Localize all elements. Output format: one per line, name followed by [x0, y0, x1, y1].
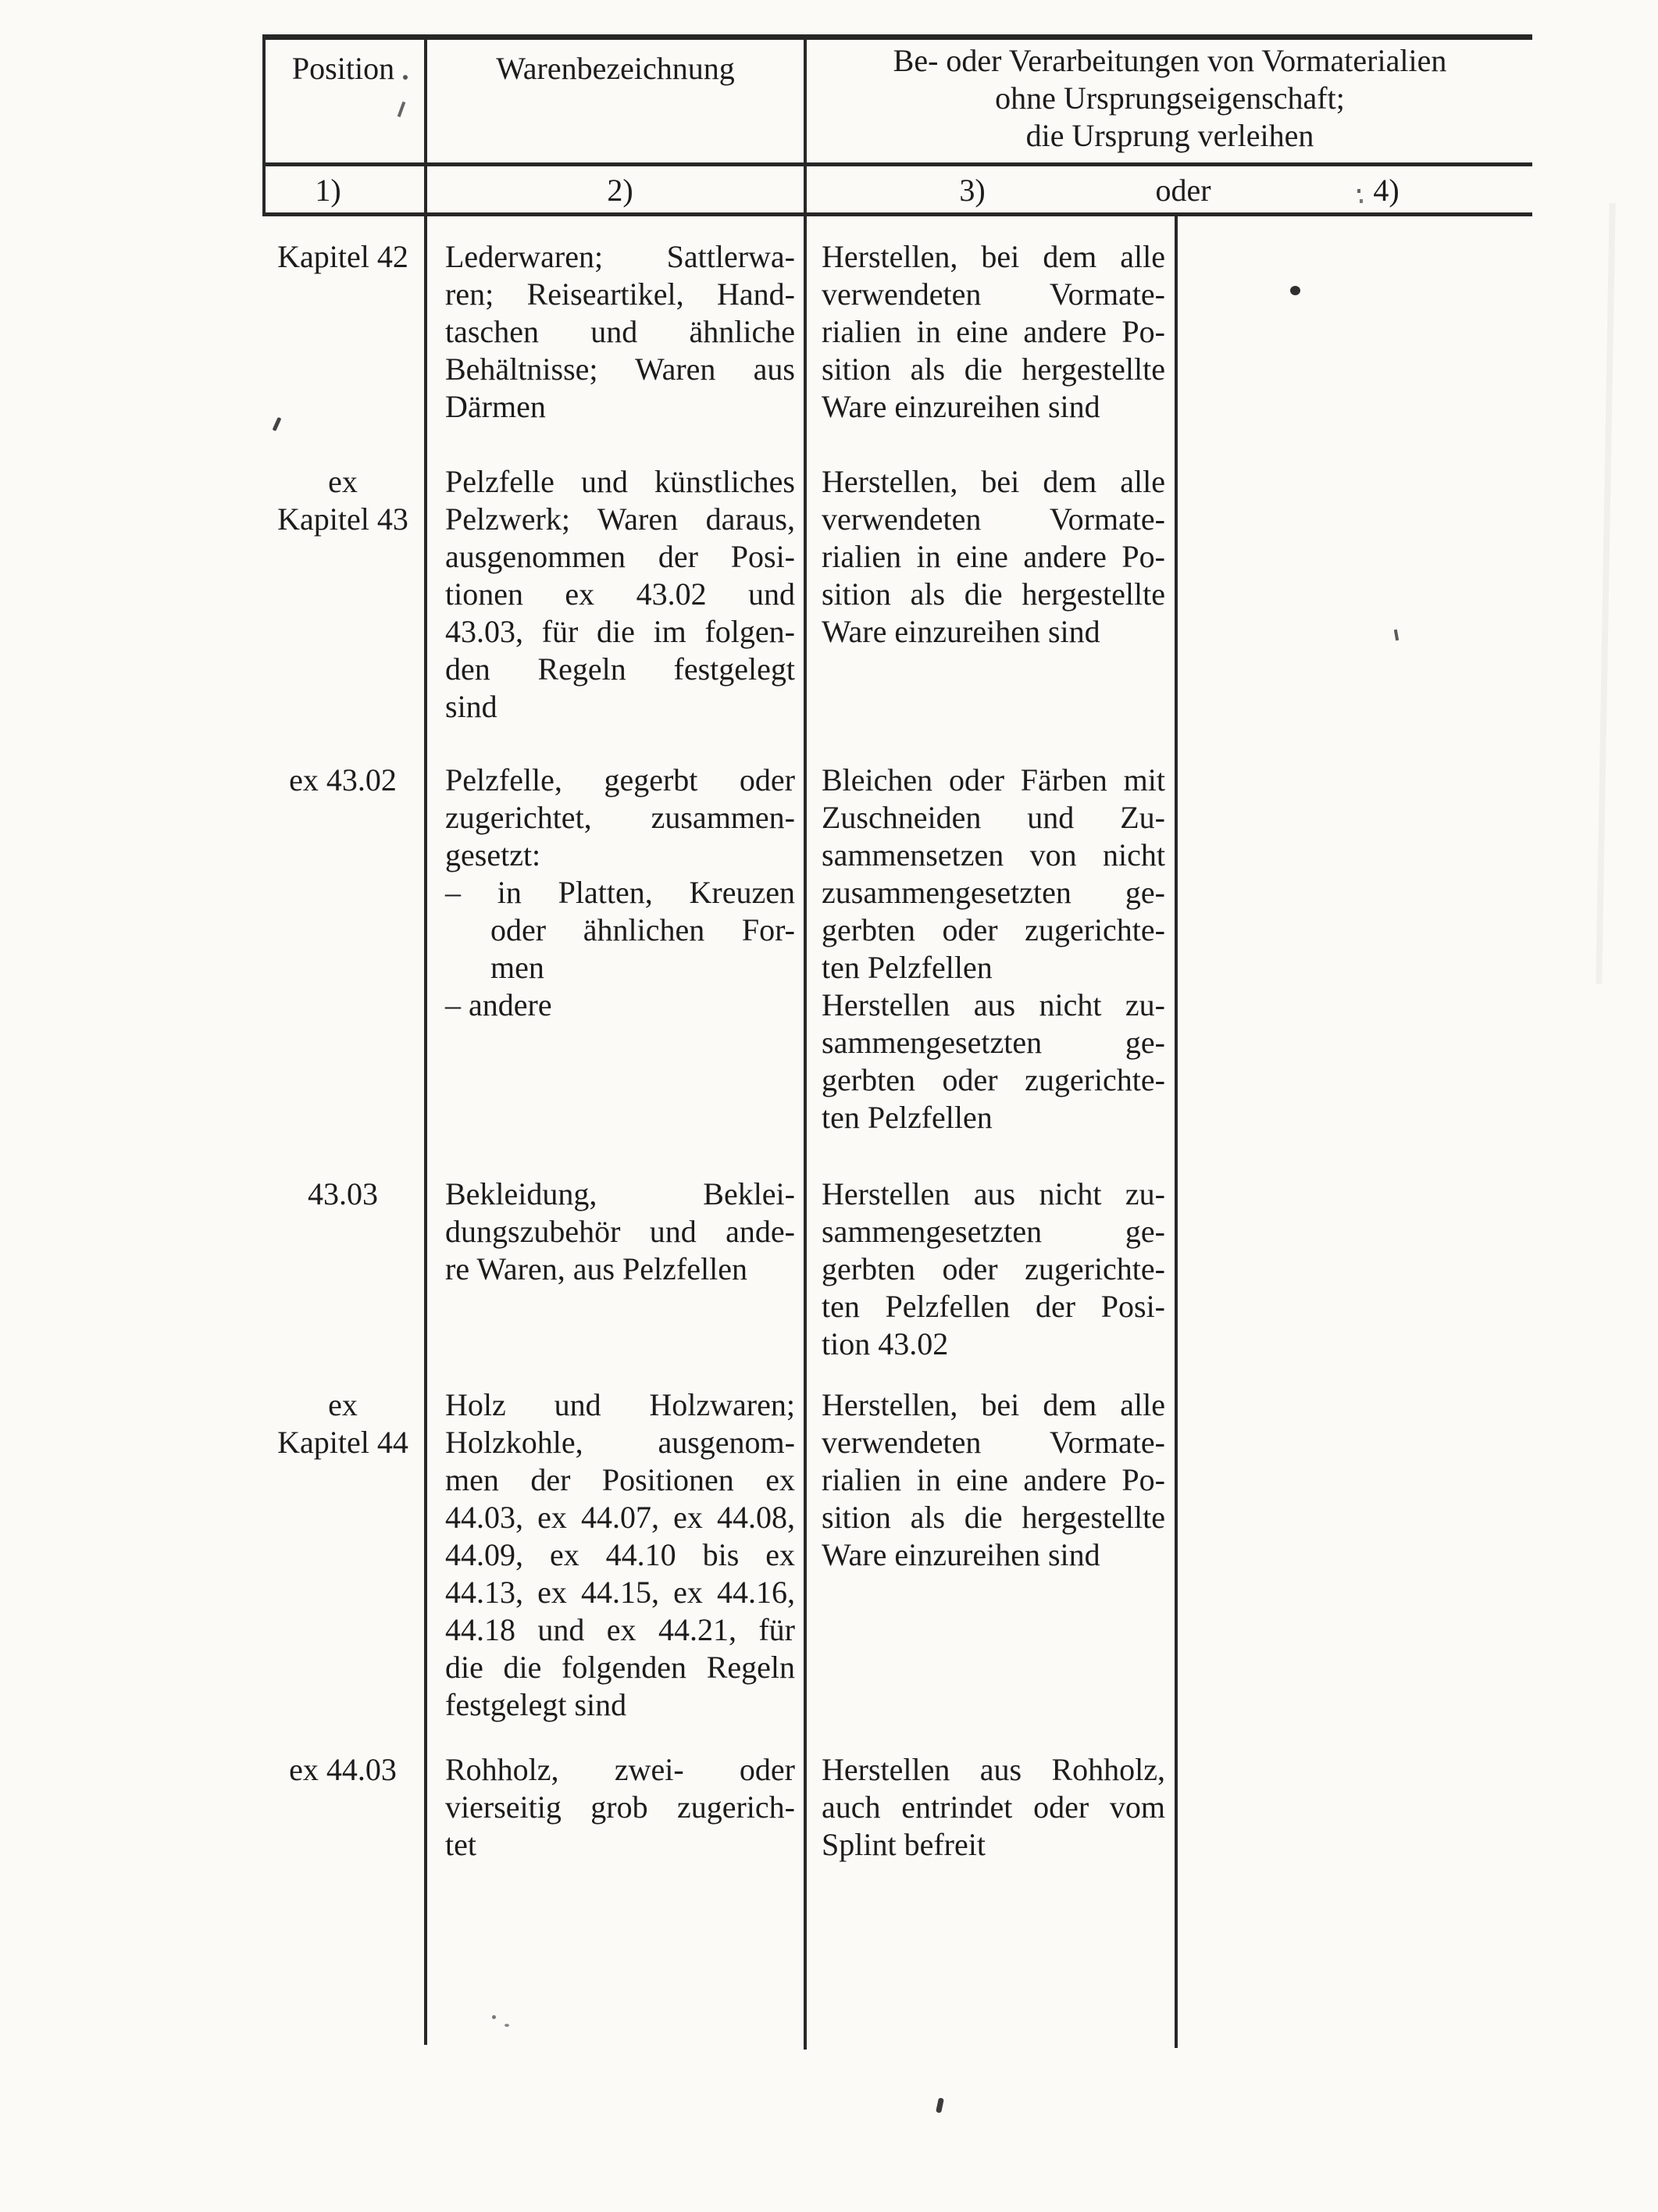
text-line: Splint befreit — [822, 1827, 986, 1862]
text-line: vierseitig grob zugerich- — [445, 1789, 795, 1825]
text-line: Herstellen aus Rohholz, — [822, 1752, 1165, 1787]
subheader-oder: oder — [1155, 173, 1211, 208]
position-cell — [262, 1176, 423, 1213]
text-line: sammengesetzten ge- — [822, 1025, 1165, 1060]
text-line: Zuschneiden und Zu- — [822, 800, 1165, 835]
subheader-col3: 3) — [959, 173, 986, 208]
text-line: Kapitel 44 — [277, 1425, 408, 1460]
text-line: Pelzfelle, gegerbt oder — [445, 762, 795, 797]
text-line: gerbten oder zugerichte- — [822, 912, 1165, 947]
header-line: ohne Ursprungseigenschaft; — [995, 80, 1345, 116]
text-line: 44.03, ex 44.07, ex 44.08, — [445, 1500, 795, 1535]
column-divider-1-2 — [424, 34, 427, 2045]
position-cell — [262, 463, 423, 538]
position-cell — [262, 1751, 423, 1789]
text-line: sammengesetzten ge- — [822, 1214, 1165, 1249]
text-line: rialien in eine andere Po- — [822, 1462, 1165, 1497]
ink-speck — [403, 75, 408, 80]
text-line: tet — [445, 1827, 476, 1862]
goods-description-cell — [445, 238, 795, 426]
text-line: Herstellen aus nicht zu- — [822, 1176, 1165, 1211]
ink-speck — [492, 2015, 496, 2019]
text-line: Herstellen, bei dem alle — [822, 464, 1165, 499]
text-line: tionen ex 43.02 und — [445, 576, 795, 612]
text-line: Behältnisse; Waren aus — [445, 351, 795, 387]
text-line: Ware einzureihen sind — [822, 1537, 1100, 1572]
text-line: Bekleidung, Beklei- — [445, 1176, 795, 1211]
text-line: Därmen — [445, 389, 546, 424]
position-cell — [262, 238, 423, 276]
subheader-col4: 4) — [1373, 173, 1399, 208]
text-line: men der Positionen ex — [445, 1462, 795, 1497]
text-line: ten Pelzfellen — [822, 950, 993, 985]
ink-speck — [1360, 199, 1363, 203]
goods-description-cell — [445, 1176, 795, 1288]
text-line: Rohholz, zwei- oder — [445, 1752, 795, 1787]
text-line: verwendeten Vormate- — [822, 276, 1165, 312]
text-line: Bleichen oder Färben mit — [822, 762, 1165, 797]
text-line: Herstellen aus nicht zu- — [822, 987, 1165, 1022]
text-line: Kapitel 42 — [277, 239, 408, 274]
header-divider-line — [262, 162, 1532, 166]
column-header-processing — [808, 42, 1531, 155]
text-line: 44.09, ex 44.10 bis ex — [445, 1537, 795, 1572]
text-line: Pelzfelle und künstliches — [445, 464, 795, 499]
text-line: die die folgenden Regeln — [445, 1650, 795, 1685]
goods-description-cell — [445, 1386, 795, 1724]
processing-rule-cell — [822, 762, 1165, 1136]
text-line: 44.13, ex 44.15, ex 44.16, — [445, 1575, 795, 1610]
text-line: gesetzt: — [445, 837, 541, 872]
text-line: sition als die hergestellte — [822, 1500, 1165, 1535]
subheader-col1: 1) — [315, 173, 341, 208]
goods-description-cell — [445, 762, 795, 1024]
text-line: dungszubehör und ande- — [445, 1214, 795, 1249]
text-line: zusammengesetzten ge- — [822, 875, 1165, 910]
text-line: verwendeten Vormate- — [822, 501, 1165, 537]
ink-speck — [936, 2097, 944, 2113]
text-line: auch entrindet oder vom — [822, 1789, 1165, 1825]
text-line: tion 43.02 — [822, 1326, 949, 1361]
ink-speck — [1394, 630, 1399, 640]
text-line: ren; Reiseartikel, Hand- — [445, 276, 795, 312]
text-line: rialien in eine andere Po- — [822, 539, 1165, 574]
text-line: gerbten oder zugerichte- — [822, 1251, 1165, 1286]
ink-speck — [273, 417, 282, 431]
text-line: 44.18 und ex 44.21, für — [445, 1612, 795, 1647]
text-line: ex 43.02 — [289, 762, 397, 797]
column-header-warenbezeichnung: Warenbezeichnung — [496, 51, 735, 86]
text-line: Kapitel 43 — [277, 501, 408, 537]
text-line: rialien in eine andere Po- — [822, 314, 1165, 349]
text-line: – in Platten, Kreuzen — [445, 875, 795, 910]
header-line: Be- oder Verarbeitungen von Vormaterialien — [893, 43, 1447, 78]
text-line: festgelegt sind — [445, 1687, 627, 1722]
text-line: ten Pelzfellen — [822, 1100, 993, 1135]
text-line: ten Pelzfellen der Posi- — [822, 1289, 1165, 1324]
ink-speck — [1357, 189, 1360, 193]
processing-rule-cell — [822, 463, 1165, 651]
text-line: taschen und ähnliche — [445, 314, 795, 349]
text-line: zugerichtet, zusammen- — [445, 800, 795, 835]
header-line: die Ursprung verleihen — [1025, 118, 1314, 153]
text-line: Ware einzureihen sind — [822, 389, 1100, 424]
text-line: sition als die hergestellte — [822, 351, 1165, 387]
text-line: Pelzwerk; Waren daraus, — [445, 501, 795, 537]
text-line: – andere — [445, 987, 552, 1022]
text-line: sind — [445, 689, 497, 724]
position-cell — [262, 762, 423, 799]
text-line: verwendeten Vormate- — [822, 1425, 1165, 1460]
processing-rule-cell — [822, 238, 1165, 426]
text-line: ausgenommen der Posi- — [445, 539, 795, 574]
text-line: ex — [328, 464, 358, 499]
text-line: 43.03 — [308, 1176, 378, 1211]
text-line: oder ähnlichen For- — [490, 912, 795, 947]
column-divider-2-3 — [804, 34, 807, 2050]
text-line: Lederwaren; Sattlerwa- — [445, 239, 795, 274]
position-cell — [262, 1386, 423, 1461]
goods-description-cell — [445, 463, 795, 726]
table-top-border — [262, 34, 1532, 40]
text-line: Ware einzureihen sind — [822, 614, 1100, 649]
text-line: ex — [328, 1387, 358, 1422]
processing-rule-cell — [822, 1751, 1165, 1864]
subheader-col2: 2) — [607, 173, 633, 208]
ink-speck — [505, 2024, 509, 2027]
ink-speck — [398, 102, 406, 117]
column-divider-3-4 — [1175, 212, 1178, 2048]
processing-rule-cell — [822, 1386, 1165, 1574]
subheader-divider-line — [262, 212, 1532, 216]
text-line: gerbten oder zugerichte- — [822, 1062, 1165, 1097]
text-line: re Waren, aus Pelzfellen — [445, 1251, 747, 1286]
text-line: sition als die hergestellte — [822, 576, 1165, 612]
scan-streak — [1596, 203, 1615, 984]
text-line: ex 44.03 — [289, 1752, 397, 1787]
text-line: Herstellen, bei dem alle — [822, 239, 1165, 274]
text-line: Holz und Holzwaren; — [445, 1387, 795, 1422]
goods-description-cell — [445, 1751, 795, 1864]
ink-dot — [1290, 286, 1300, 295]
text-line: 43.03, für die im folgen- — [445, 614, 795, 649]
column-header-position: Position — [291, 51, 395, 86]
text-line: Holzkohle, ausgenom- — [445, 1425, 795, 1460]
text-line: den Regeln festgelegt — [445, 651, 795, 687]
text-line: sammensetzen von nicht — [822, 837, 1165, 872]
processing-rule-cell — [822, 1176, 1165, 1363]
text-line: Herstellen, bei dem alle — [822, 1387, 1165, 1422]
text-line: men — [490, 950, 544, 985]
